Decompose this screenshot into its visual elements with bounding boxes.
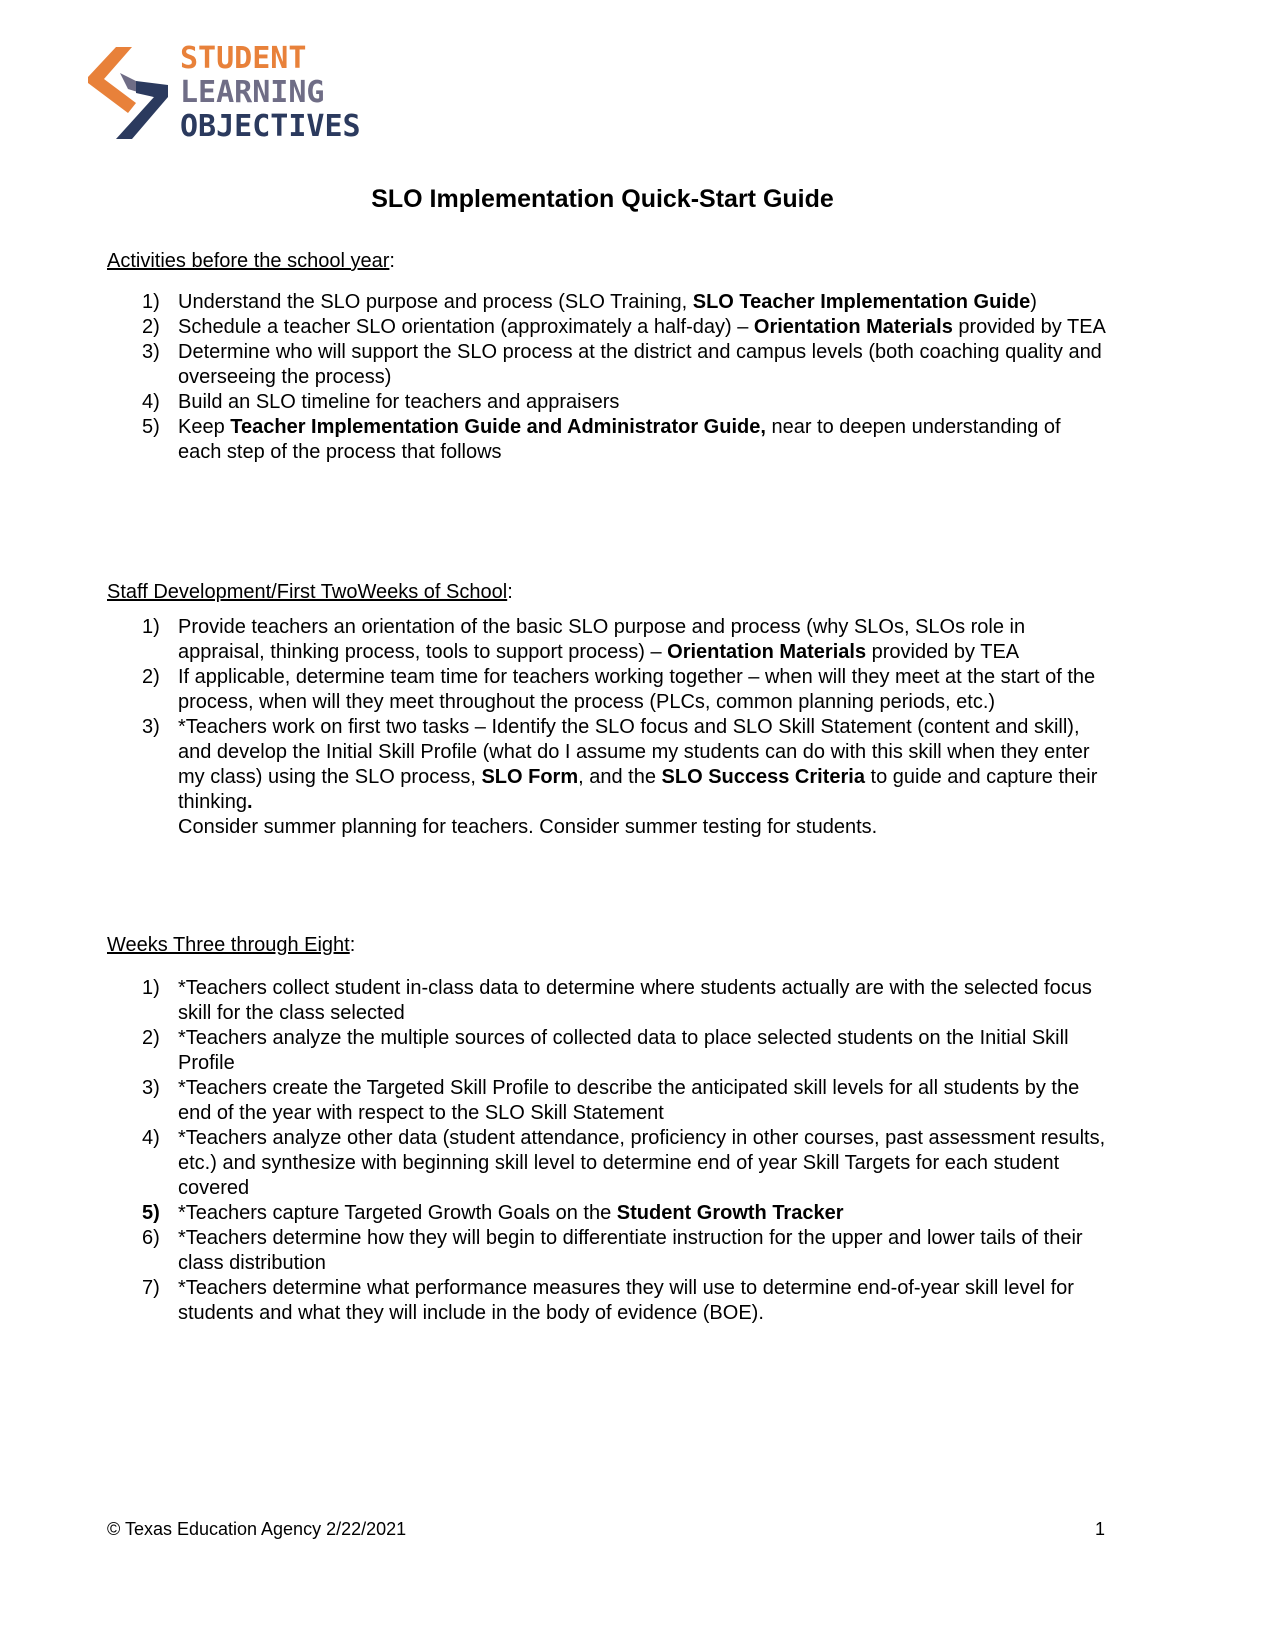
list-item-number: 4)	[142, 1127, 160, 1149]
page-number: 1	[1095, 1519, 1106, 1539]
list-item	[0, 315, 1275, 340]
list-item-text: *Teachers analyze the multiple sources of collected data to place selected students on the Initial Skill Profile	[178, 1027, 1069, 1074]
logo-navy-shape	[116, 81, 168, 139]
list-item-text: *Teachers determine how they will begin to differentiate instruction for the upper and lower tails of their class distribution	[178, 1227, 1083, 1274]
list-item-text: Keep Teacher Implementation Guide and Administrator Guide, near to deepen understanding of each step of the process that follows	[178, 416, 1061, 463]
list-item-number: 3)	[142, 341, 160, 363]
list-before-school-year	[0, 290, 1275, 465]
list-item-note: Consider summer planning for teachers. Consider summer testing for students.	[178, 816, 878, 838]
list-item	[0, 415, 1275, 465]
list-item	[0, 1076, 1275, 1126]
list-item-text: *Teachers collect student in-class data to determine where students actually are with the selected focus skill for the class selected	[178, 977, 1092, 1024]
section-heading-text: Weeks Three through Eight	[107, 934, 350, 956]
list-item	[0, 1126, 1275, 1201]
list-item-text: Determine who will support the SLO process at the district and campus levels (both coaching quality and overseeing the process)	[178, 341, 1102, 388]
list-staff-development	[0, 615, 1275, 840]
list-item-number: 1)	[142, 291, 160, 313]
list-item-text: *Teachers capture Targeted Growth Goals on the Student Growth Tracker	[178, 1202, 844, 1224]
section-heading-weeks-three-eight	[107, 933, 355, 958]
logo-text-learning: LEARNING	[180, 75, 325, 110]
list-item-number: 3)	[142, 1077, 160, 1099]
list-item	[0, 1226, 1275, 1276]
logo-text-student: STUDENT	[180, 41, 307, 76]
list-item-number: 2)	[142, 666, 160, 688]
list-item	[0, 976, 1275, 1026]
list-item-number: 1)	[142, 616, 160, 638]
logo-text-objectives: OBJECTIVES	[180, 109, 361, 144]
list-item-text: Understand the SLO purpose and process (SLO Training, SLO Teacher Implementation Guide)	[178, 291, 1037, 313]
list-item	[0, 290, 1275, 315]
section-heading-text: Staff Development/First TwoWeeks of School	[107, 581, 508, 603]
list-item-number: 5)	[142, 416, 160, 438]
list-item-number: 2)	[142, 1027, 160, 1049]
list-item-text: Provide teachers an orientation of the basic SLO purpose and process (why SLOs, SLOs role in appraisal, thinking process, tools to support process) – Orientation Materials provided by TEA	[178, 616, 1026, 663]
list-item-number: 4)	[142, 391, 160, 413]
section-heading-colon: :	[349, 934, 356, 956]
list-item-number: 7)	[142, 1277, 160, 1299]
list-item	[0, 1201, 1275, 1226]
list-item-text: Build an SLO timeline for teachers and appraisers	[178, 391, 620, 413]
list-item-text: Schedule a teacher SLO orientation (approximately a half-day) – Orientation Materials provided by TEA	[178, 316, 1106, 338]
slo-logo	[88, 43, 388, 143]
list-weeks-three-eight	[0, 976, 1275, 1326]
section-heading-staff-development	[107, 580, 513, 605]
list-item	[0, 340, 1275, 390]
list-item-text: *Teachers create the Targeted Skill Profile to describe the anticipated skill levels for all students by the end of the year with respect to the SLO Skill Statement	[178, 1077, 1080, 1124]
list-item	[0, 665, 1275, 715]
list-item-text: *Teachers work on first two tasks – Identify the SLO focus and SLO Skill Statement (content and skill), and develop the Initial Skill Profile (what do I assume my students can do with this skill when they enter my class) using the SLO process, SLO Form, and the SLO Success Criteria to guide and capture their thinking. Consider summer planning for teachers. Consider summer testing for students.	[178, 715, 1108, 840]
section-heading-text: Activities before the school year	[107, 250, 390, 272]
section-heading-colon: :	[389, 250, 395, 272]
list-item-number: 5)	[142, 1202, 160, 1224]
list-item-text: *Teachers analyze other data (student attendance, proficiency in other courses, past assessment results, etc.) and synthesize with beginning skill level to determine end of year Skill Targets for each student covered	[178, 1127, 1106, 1199]
list-item	[0, 1276, 1275, 1326]
list-item-text: If applicable, determine team time for teachers working together – when will they meet at the start of the process, when will they meet throughout the process (PLCs, common planning periods, etc.)	[178, 666, 1096, 713]
footer-copyright: © Texas Education Agency 2/22/2021	[107, 1519, 407, 1539]
list-item-text: *Teachers determine what performance measures they will use to determine end-of-year skill level for students and what they will include in the body of evidence (BOE).	[178, 1277, 1074, 1324]
slo-logo-mark-icon	[88, 43, 168, 141]
list-item-number: 3)	[142, 716, 160, 738]
list-item	[0, 1026, 1275, 1076]
list-item	[0, 615, 1275, 665]
list-item	[0, 390, 1275, 415]
list-item-number: 1)	[142, 977, 160, 999]
page-title: SLO Implementation Quick-Start Guide	[371, 185, 834, 213]
list-item	[0, 715, 1275, 840]
list-item-number: 2)	[142, 316, 160, 338]
section-heading-before-school-year	[107, 249, 395, 274]
list-item-number: 6)	[142, 1227, 160, 1249]
section-heading-colon: :	[507, 581, 513, 603]
